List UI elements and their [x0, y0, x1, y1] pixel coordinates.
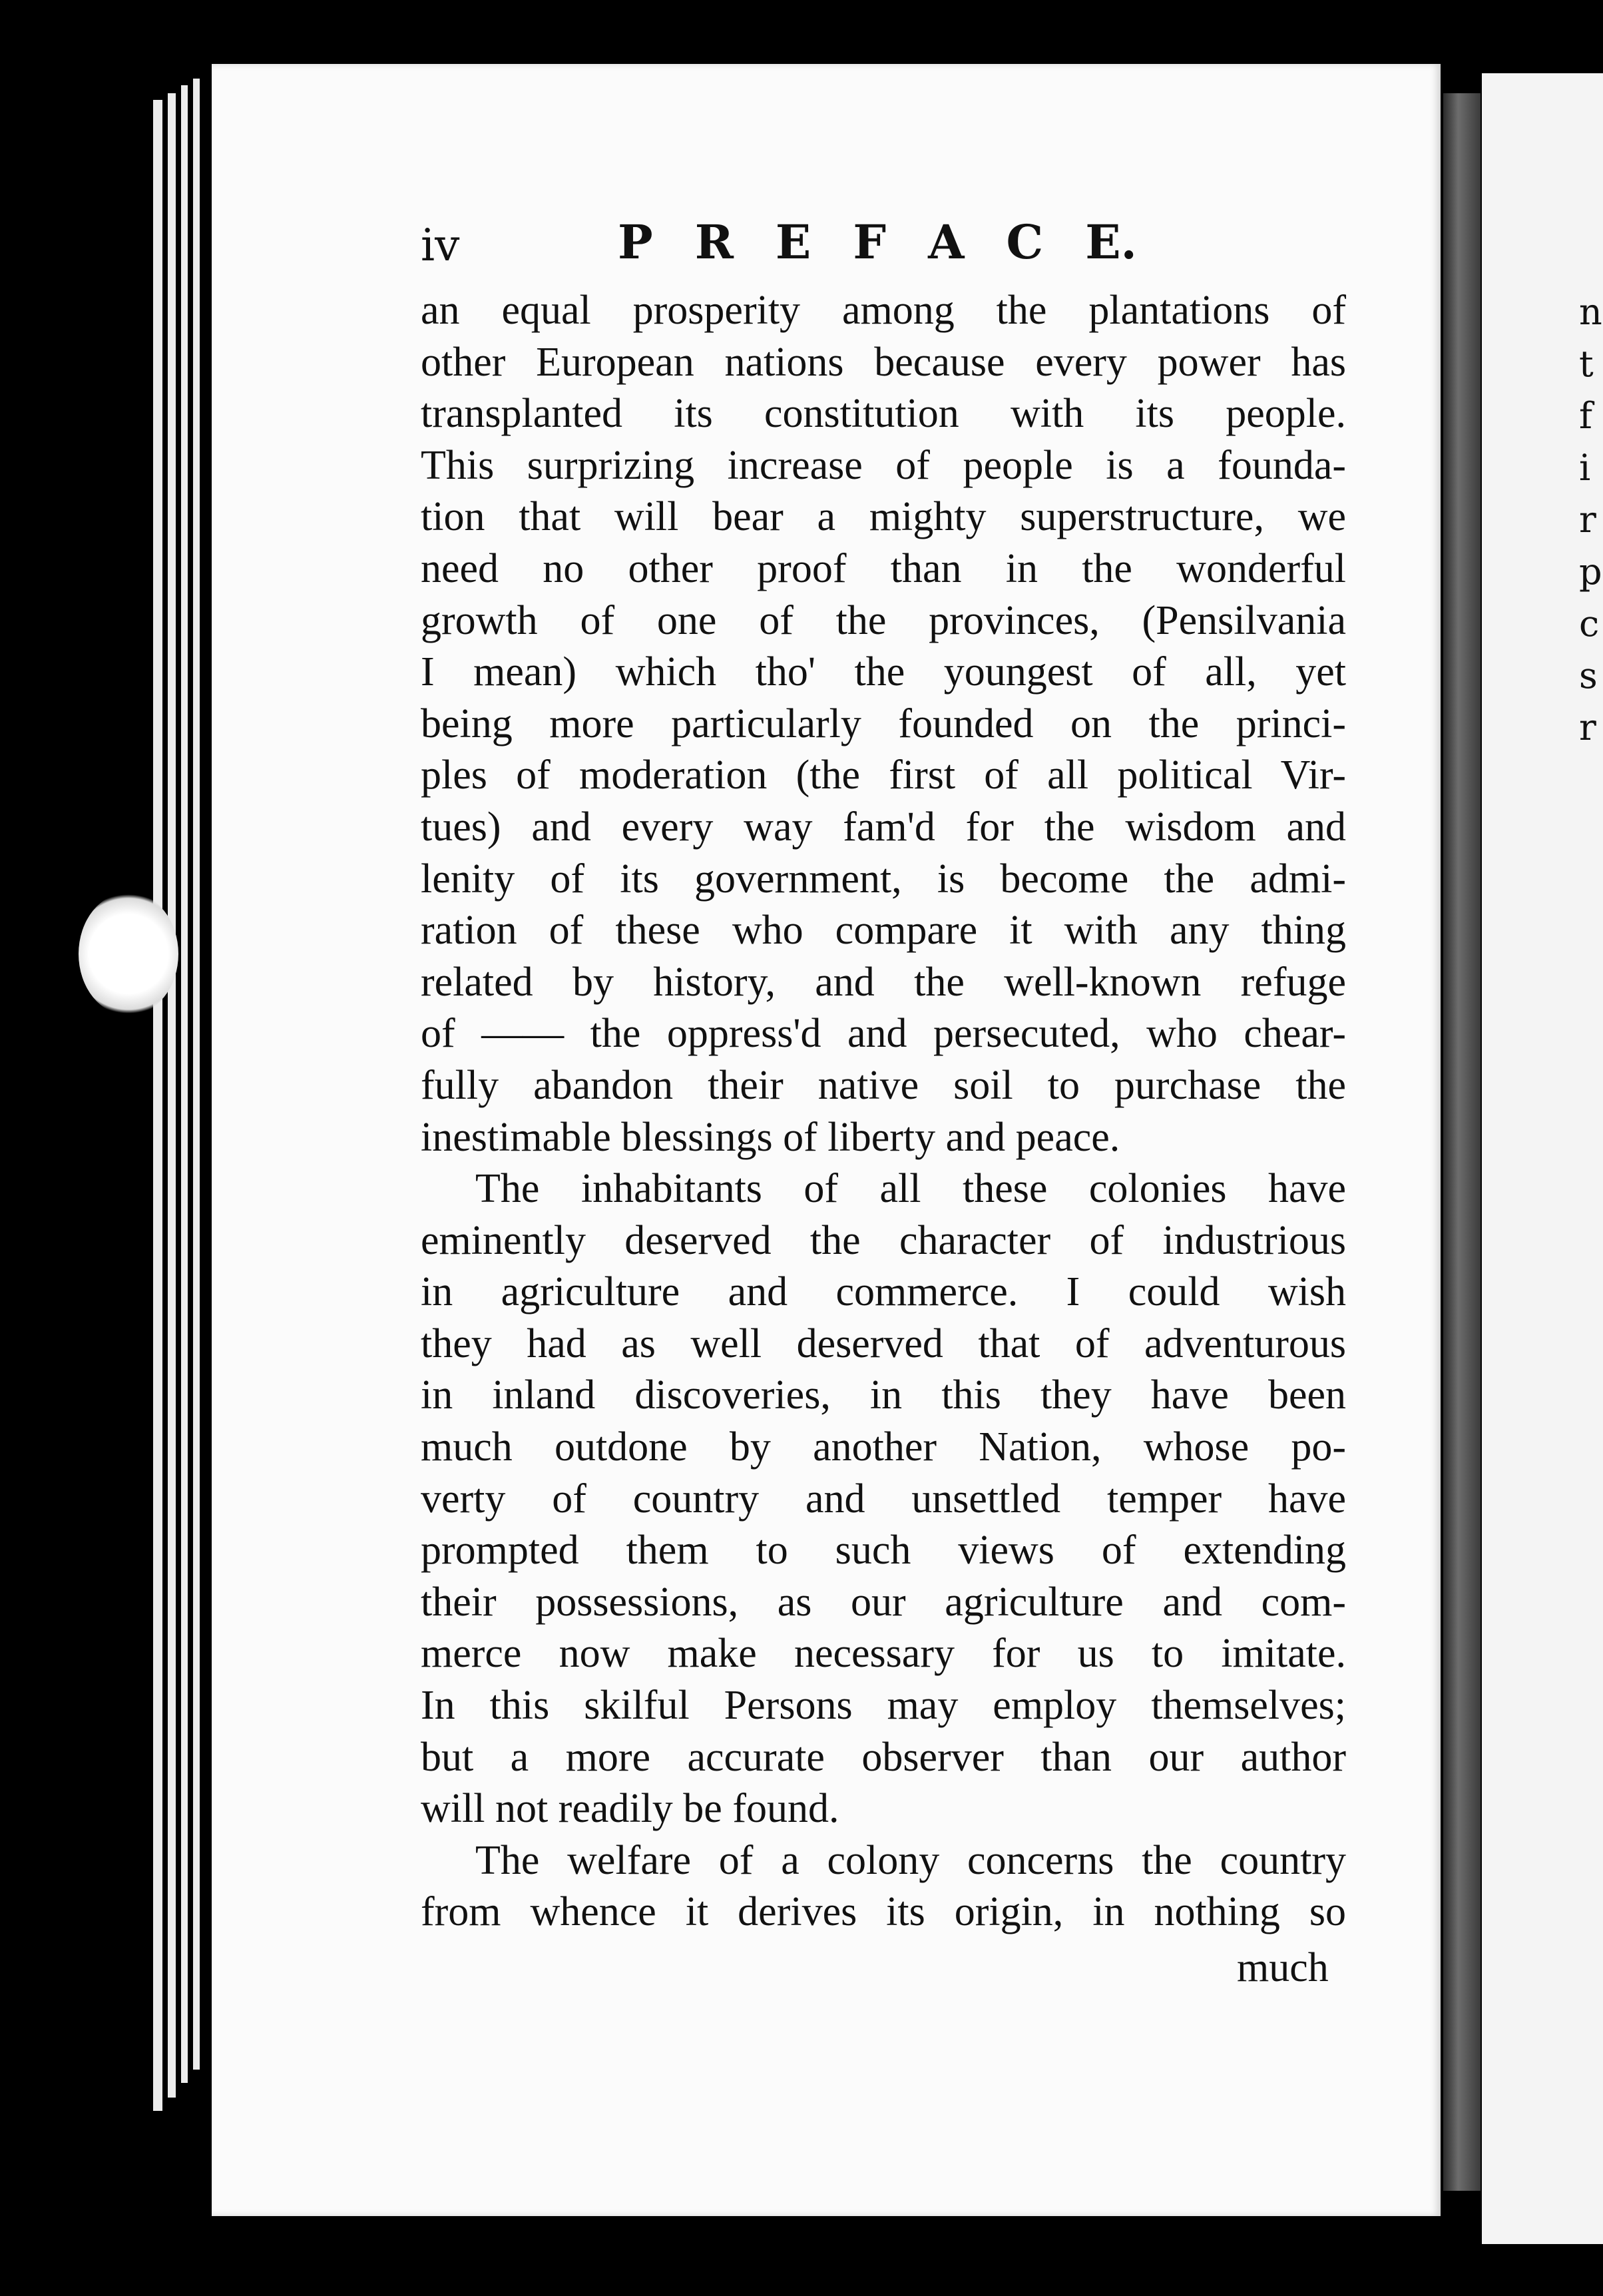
text-line: but a more accurate observer than our author [421, 1734, 1346, 1780]
text-line: I mean) which tho' the youngest of all, yet [421, 649, 1346, 695]
text-line: in agriculture and commerce. I could wish [421, 1269, 1346, 1315]
text-line: The welfare of a colony concerns the country [475, 1837, 1346, 1883]
running-head-letter: F [853, 214, 887, 270]
text-line: This surprizing increase of people is a founda- [421, 442, 1346, 488]
text-line: being more particularly founded on the princi- [421, 701, 1346, 746]
text-line: prompted them to such views of extending [421, 1528, 1346, 1574]
running-head-letter: R [694, 214, 734, 270]
text-line: eminently deserved the character of industrious [421, 1217, 1346, 1263]
page-number: iv [421, 220, 460, 271]
book-gutter [1443, 93, 1481, 2191]
text-line: other European nations because every power has [421, 339, 1346, 385]
page-edge [168, 93, 176, 2098]
running-head-letter: E. [1085, 214, 1137, 270]
text-line: merce now make necessary for us to imitate. [421, 1631, 1346, 1677]
running-head-letter: P [618, 214, 653, 270]
facing-page-letters: n t f i r p c s r [1579, 291, 1602, 748]
text-line: verty of country and unsettled temper have [421, 1476, 1346, 1522]
running-head-letter: E [775, 214, 811, 270]
text-line: ples of moderation (the first of all political Vir- [421, 752, 1346, 798]
text-line: inestimable blessings of liberty and peace. [421, 1114, 1120, 1160]
text-line: The inhabitants of all these colonies have [475, 1166, 1346, 1212]
running-head-letter: C [1006, 214, 1044, 270]
text-line: their possessions, as our agriculture and com- [421, 1579, 1346, 1625]
text-line: related by history, and the well-known refuge [421, 959, 1346, 1005]
text-line: tion that will bear a mighty superstructure, we [421, 494, 1346, 540]
text-line: fully abandon their native soil to purchase the [421, 1062, 1346, 1108]
text-line: transplanted its constitution with its people. [421, 391, 1346, 437]
text-line: in inland discoveries, in this they have been [421, 1372, 1346, 1418]
text-line: will not readily be found. [421, 1786, 839, 1832]
text-line: lenity of its government, is become the admi- [421, 856, 1346, 902]
text-line: they had as well deserved that of adventurous [421, 1320, 1346, 1366]
page-edge [181, 85, 188, 2083]
page-edge [153, 100, 162, 2111]
text-line: tues) and every way fam'd for the wisdom and [421, 804, 1346, 850]
running-head [618, 214, 1137, 270]
body-text [421, 285, 1346, 1938]
text-line: much outdone by another Nation, whose po- [421, 1424, 1346, 1470]
paper-stain [79, 892, 178, 1015]
text-line: from whence it derives its origin, in nothing so [421, 1889, 1346, 1935]
page-edge [193, 79, 200, 2070]
text-line: In this skilful Persons may employ themselves; [421, 1683, 1346, 1729]
text-line: an equal prosperity among the plantations of [421, 288, 1346, 333]
text-line: need no other proof than in the wonderful [421, 545, 1346, 591]
text-line: ration of these who compare it with any thing [421, 908, 1346, 954]
text-line: growth of one of the provinces, (Pensilvania [421, 597, 1346, 643]
text-line: of —— the oppress'd and persecuted, who chear- [421, 1011, 1346, 1057]
running-head-letter: A [928, 214, 965, 270]
catchword: much [1237, 1945, 1329, 1990]
